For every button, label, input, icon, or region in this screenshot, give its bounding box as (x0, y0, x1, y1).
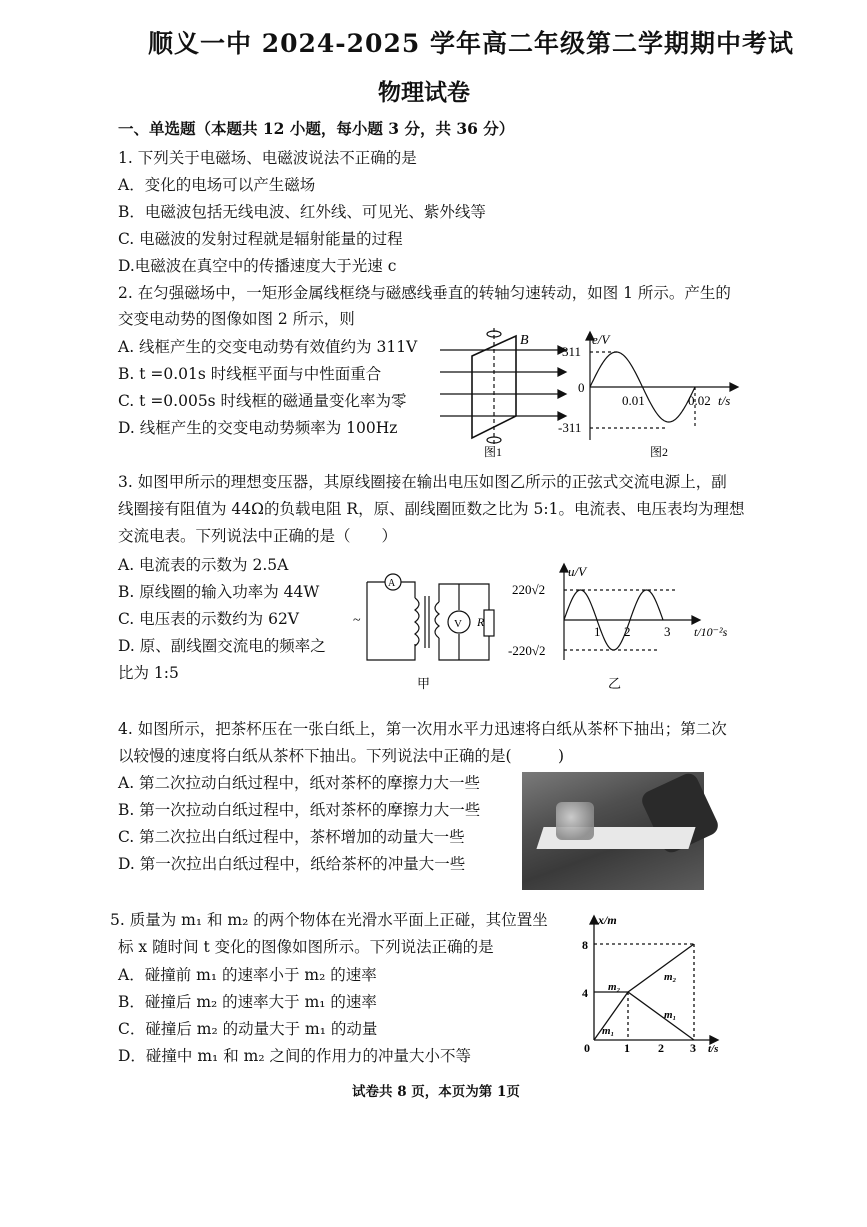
question-stem-line2: 标 x 随时间 t 变化的图像如图所示。下列说法正确的是 (118, 938, 494, 956)
option-d: D．碰撞中 m₁ 和 m₂ 之间的作用力的冲量大小不等 (118, 1047, 471, 1065)
option-c: C．碰撞后 m₂ 的动量大于 m₁ 的动量 (118, 1020, 378, 1038)
ammeter-label: A (388, 578, 396, 589)
m1-label-before: m₁ (602, 1025, 615, 1037)
option-d: D.电磁波在真空中的传播速度大于光速 c (118, 257, 397, 275)
y-axis-label: e/V (592, 332, 610, 347)
question-stem: 5. 质量为 m₁ 和 m₂ 的两个物体在光滑水平面上正碰，其位置坐 (110, 911, 548, 929)
x-tick-2: 2 (624, 624, 631, 639)
question-stem: 3. 如图甲所示的理想变压器，其原线圈接在输出电压如图乙所示的正弦式交流电源上，副 (118, 473, 727, 491)
page-footer: 试卷共 8 页，本页为第 1页 (352, 1084, 520, 1100)
y-max-label: 311 (562, 344, 582, 359)
option-b: B. 原线圈的输入功率为 44W (118, 583, 320, 601)
y-min-label: -220√2 (508, 643, 546, 658)
y-min-label: -311 (558, 420, 582, 435)
figure-yi-caption: 乙 (608, 676, 622, 691)
exam-title: 顺义一中 2024-2025 学年高二年级第二学期期中考试 (148, 29, 794, 58)
figure-collision-graph (576, 912, 736, 1057)
figure-1-coil-diagram (440, 328, 570, 458)
option-c: C. 第二次拉出白纸过程中，茶杯增加的动量大一些 (118, 828, 465, 846)
section-heading: 一、单选题（本题共 12 小题，每小题 3 分，共 36 分） (118, 119, 515, 138)
figure-jia-caption: 甲 (417, 676, 431, 691)
y-tick-8: 8 (582, 938, 588, 952)
y-max-label: 220√2 (512, 582, 546, 597)
figure-2-caption: 图2 (650, 445, 669, 459)
question-stem: 1. 下列关于电磁场、电磁波说法不正确的是 (118, 149, 417, 167)
m1-label-after: m₁ (664, 1009, 677, 1021)
question-stem: 2. 在匀强磁场中，一矩形金属线框绕与磁感线垂直的转轴匀速转动，如图 1 所示。产生的 (118, 284, 731, 302)
option-d: D. 线框产生的交变电动势频率为 100Hz (118, 419, 398, 437)
option-c: C. 电磁波的发射过程就是辐射能量的过程 (118, 230, 403, 248)
tea-cup-paper-photo (522, 772, 704, 890)
voltmeter-label: V (454, 618, 462, 630)
x-tick-2: 2 (658, 1041, 664, 1055)
question-stem: 4. 如图所示，把茶杯压在一张白纸上，第一次用水平力迅速将白纸从茶杯下抽出；第二次 (118, 720, 727, 738)
figure-1-caption: 图1 (484, 445, 503, 458)
option-b: B．碰撞后 m₂ 的速率大于 m₁ 的速率 (118, 993, 377, 1011)
option-d: D. 第一次拉出白纸过程中，纸给茶杯的冲量大一些 (118, 855, 466, 873)
x-tick-1: 1 (624, 1041, 630, 1055)
question-stem-line3: 交流电表。下列说法中正确的是（ ） (118, 527, 398, 545)
x-axis-label: t/s (708, 1043, 719, 1055)
option-a: A．变化的电场可以产生磁场 (118, 176, 316, 194)
option-d-line2: 比为 1:5 (118, 664, 179, 682)
question-stem-line2: 以较慢的速度将白纸从茶杯下抽出。下列说法中正确的是( ) (118, 747, 565, 765)
option-b: B. t =0.01s 时线框平面与中性面重合 (118, 365, 382, 383)
y-axis-label: u/V (568, 564, 587, 579)
option-c: C. t =0.005s 时线框的磁通量变化率为零 (118, 392, 407, 410)
m2-label-before: m₂ (608, 981, 621, 993)
option-a: A. 线框产生的交变电动势有效值约为 311V (118, 338, 418, 356)
x-tick-1: 0.01 (622, 393, 645, 408)
x-tick-2: 0.02 (688, 393, 711, 408)
field-label-b: B (520, 333, 529, 348)
y-tick-4: 4 (582, 986, 588, 1000)
x-axis-label: t/10⁻²s (694, 625, 728, 639)
figure-voltage-graph (508, 560, 768, 695)
resistor-label: R (477, 615, 485, 629)
x-tick-3: 3 (690, 1041, 696, 1055)
option-a: A．碰撞前 m₁ 的速率小于 m₂ 的速率 (118, 966, 377, 984)
x-tick-1: 1 (594, 624, 601, 639)
question-stem-line2: 交变电动势的图像如图 2 所示，则 (118, 310, 355, 328)
m2-label-after: m₂ (664, 971, 677, 983)
ac-source-symbol: ~ (353, 613, 361, 628)
question-stem-line2: 线圈接有阻值为 44Ω的负载电阻 R，原、副线圈匝数之比为 5:1。电流表、电压表均为理想 (118, 500, 745, 518)
figure-transformer-circuit (345, 572, 505, 692)
y-axis-label: x/m (598, 913, 617, 927)
option-a: A. 电流表的示数为 2.5A (118, 556, 289, 574)
option-c: C. 电压表的示数约为 62V (118, 610, 300, 628)
option-b: B. 第一次拉动白纸过程中，纸对茶杯的摩擦力大一些 (118, 801, 481, 819)
option-b: B．电磁波包括无线电波、红外线、可见光、紫外线等 (118, 203, 486, 221)
option-a: A. 第二次拉动白纸过程中，纸对茶杯的摩擦力大一些 (118, 774, 481, 792)
origin-label: 0 (578, 380, 585, 395)
figure-2-emf-graph (558, 330, 748, 460)
tea-cup-shape (556, 802, 594, 840)
option-d: D. 原、副线圈交流电的频率之 (118, 637, 326, 655)
exam-subtitle: 物理试卷 (378, 79, 470, 106)
origin-label: 0 (584, 1041, 590, 1055)
x-tick-3: 3 (664, 624, 671, 639)
x-axis-label: t/s (718, 393, 731, 408)
